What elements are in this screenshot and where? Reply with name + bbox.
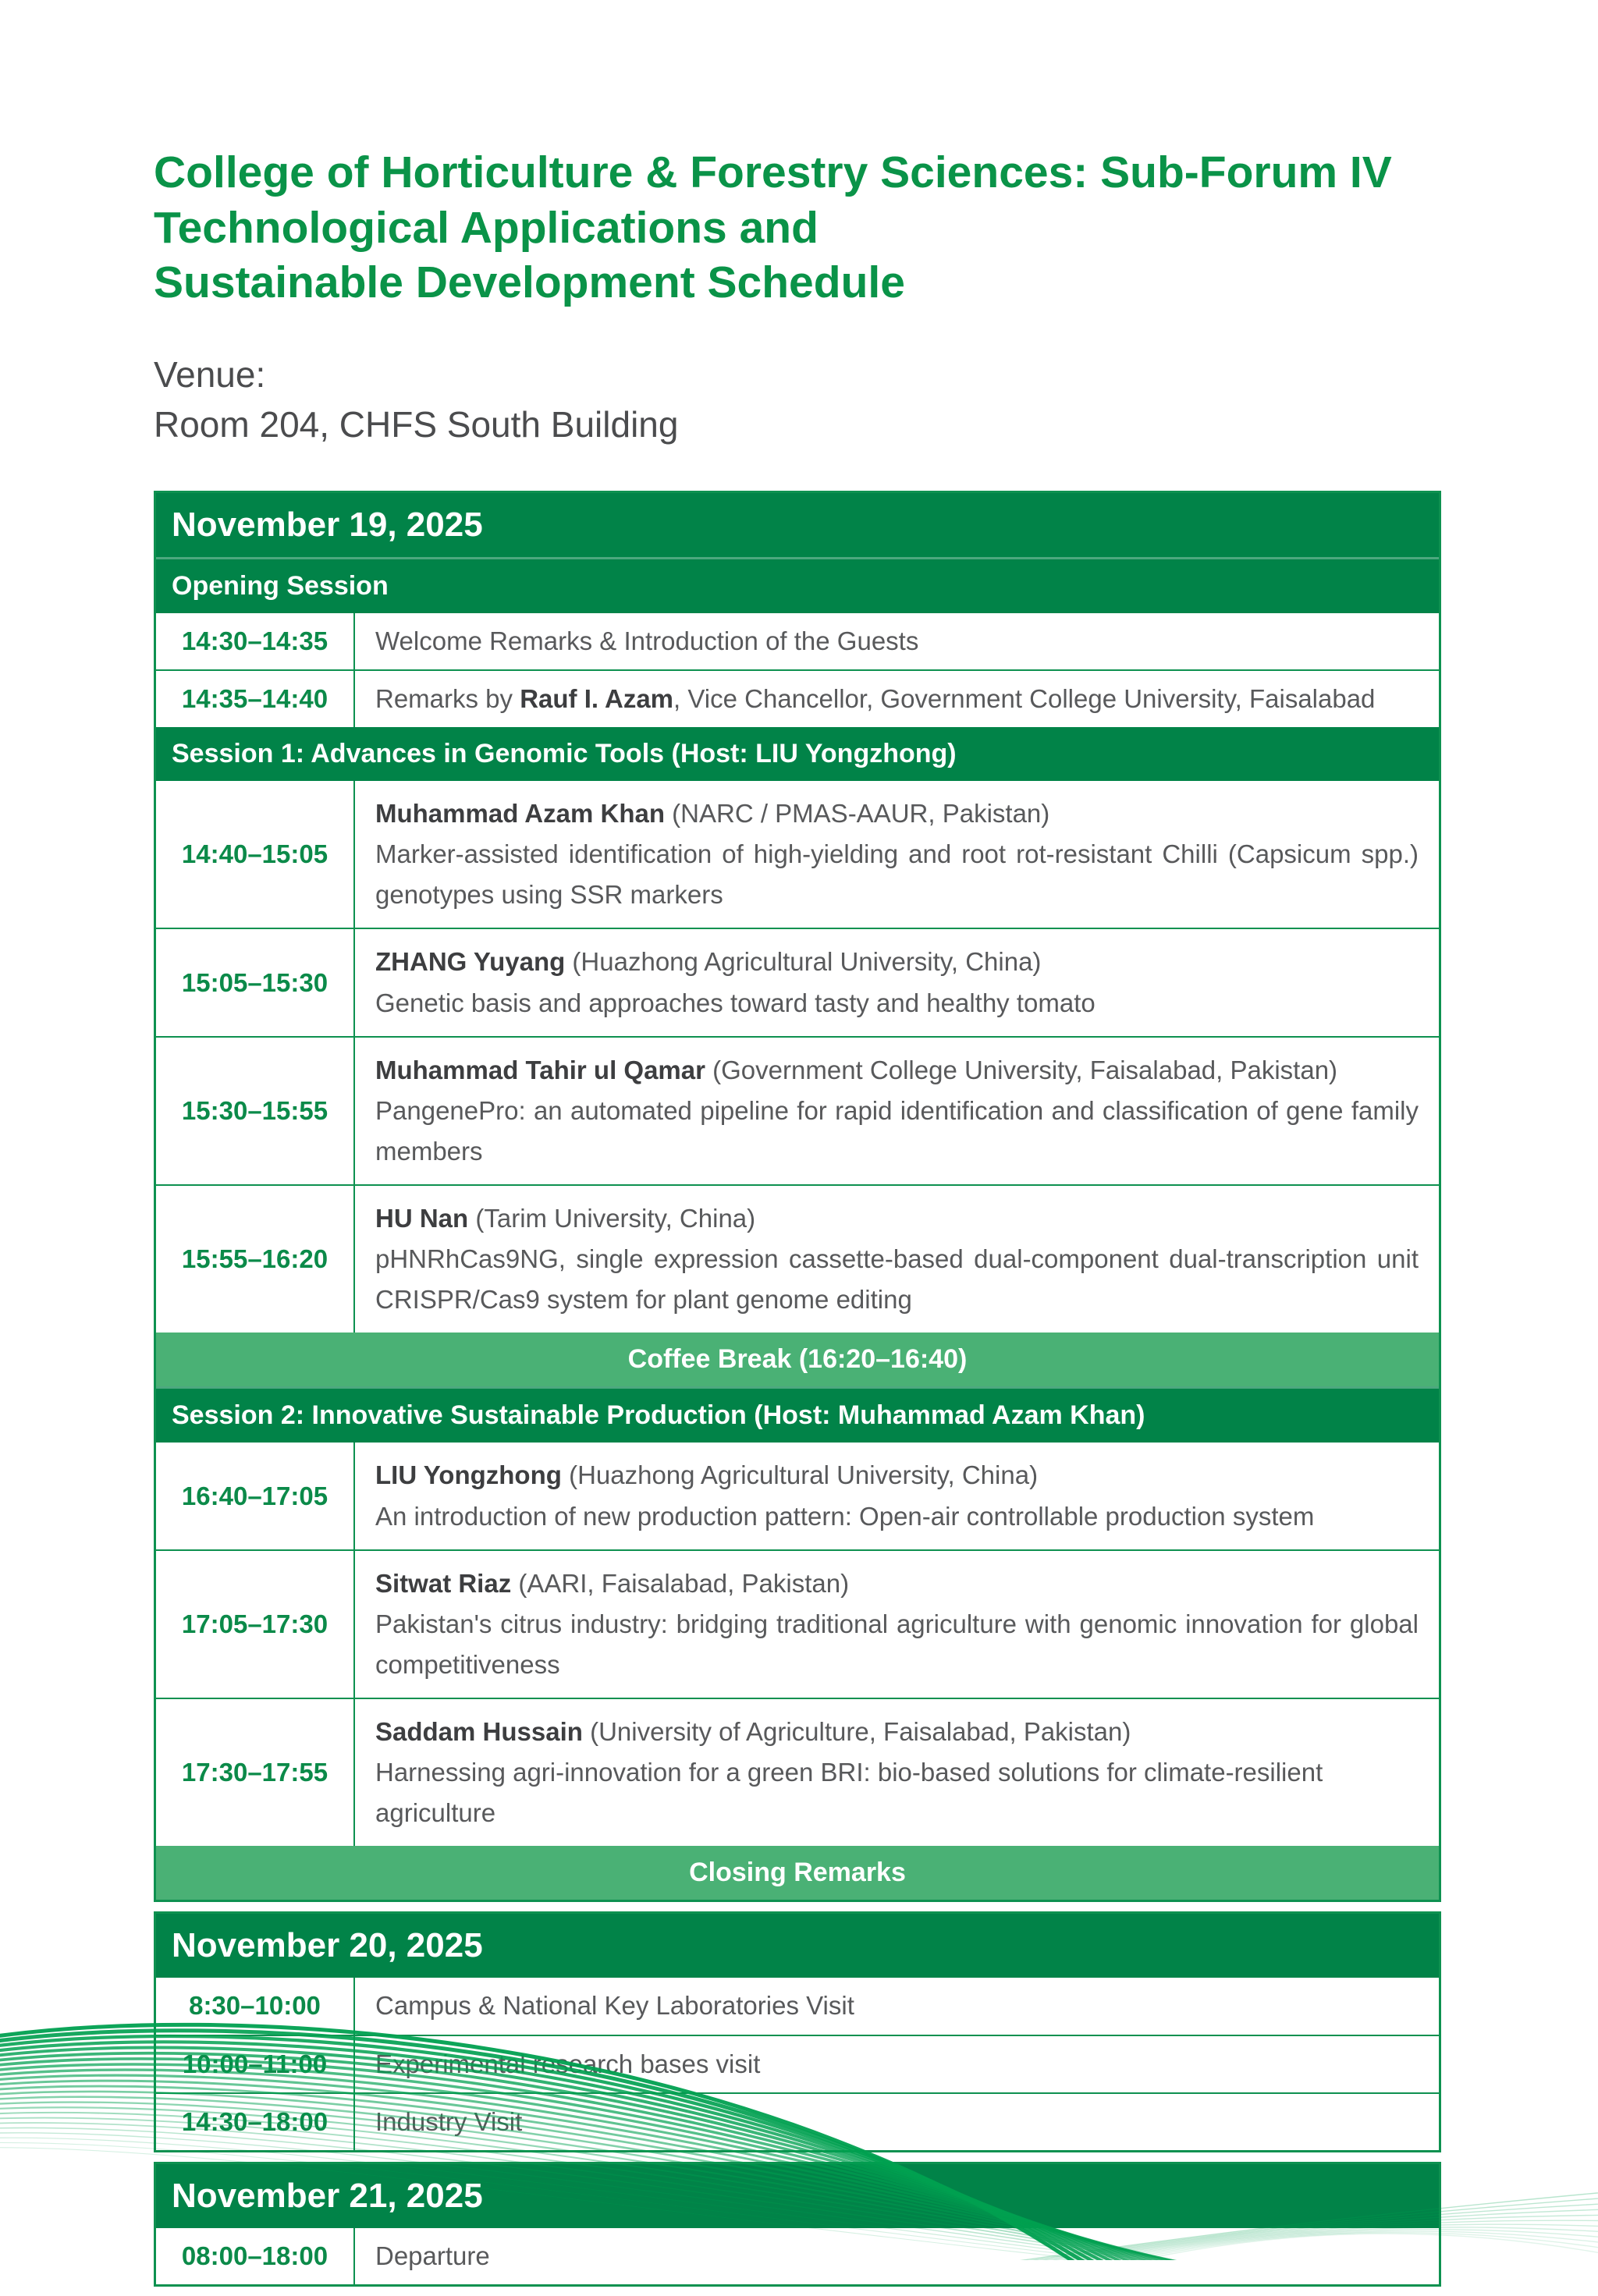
speaker-name: LIU Yongzhong: [375, 1460, 562, 1490]
time-cell: 15:30–15:55: [156, 1038, 355, 1184]
schedule-row: [156, 1549, 1439, 1698]
text-segment: Pakistan's citrus industry: bridging traditional agriculture with genomic innovation for global competitiveness: [375, 1609, 1419, 1679]
content-cell: [355, 1699, 1439, 1846]
text-segment: Experimental research bases visit: [375, 2049, 761, 2078]
page-title-line-2: Technological Applications and: [154, 202, 819, 253]
footer-wave-decoration: [0, 1979, 1598, 2260]
content-cell: [355, 1186, 1439, 1333]
talk-title-line: [375, 1091, 1419, 1172]
wave-line: [0, 2086, 1262, 2260]
text-segment: Genetic basis and approaches toward tasty and healthy tomato: [375, 988, 1096, 1017]
page-content: [154, 0, 1441, 2296]
content-cell: [355, 929, 1439, 1035]
speaker-name: HU Nan: [375, 1204, 469, 1233]
schedule-row: [156, 1184, 1439, 1333]
schedule-row: [156, 928, 1439, 1035]
text-segment: Departure: [375, 2241, 490, 2270]
speaker-name: Saddam Hussain: [375, 1717, 583, 1747]
content-line: [375, 1563, 1419, 1604]
text-segment: pHNRhCas9NG, single expression cassette-based dual-component dual-transcription unit CRISPR/Cas9 system for plant genome editing: [375, 1244, 1419, 1315]
content-cell: [355, 1443, 1439, 1549]
speaker-name: Sitwat Riaz: [375, 1568, 512, 1598]
text-segment: (Government College University, Faisalabad, Pakistan): [705, 1055, 1338, 1084]
speaker-name: Muhammad Azam Khan: [375, 799, 665, 829]
time-cell: 15:05–15:30: [156, 929, 355, 1035]
schedule-row: [156, 613, 1439, 669]
page-title: [154, 145, 1441, 311]
text-segment: (NARC / PMAS-AAUR, Pakistan): [665, 799, 1050, 829]
text-segment: (University of Agriculture, Faisalabad, Pakistan): [582, 1717, 1131, 1747]
talk-title-line: [375, 1752, 1419, 1833]
schedule-row: [156, 781, 1439, 928]
text-segment: Marker-assisted identification of high-yielding and root rot-resistant Chilli (Capsicum spp.) genotypes using SSR markers: [375, 839, 1419, 910]
content-line: [375, 621, 1419, 662]
text-segment: Industry Visit: [375, 2106, 523, 2136]
content-line: [375, 1198, 1419, 1239]
time-cell: 16:40–17:05: [156, 1443, 355, 1549]
content-cell: [355, 1038, 1439, 1184]
talk-title-line: [375, 1604, 1419, 1685]
content-line: [375, 1712, 1419, 1752]
time-cell: 10:00–11:00: [156, 2036, 355, 2092]
schedule-row: [156, 1036, 1439, 1184]
talk-title-line: [375, 834, 1419, 915]
content-cell: [355, 781, 1439, 928]
content-cell: [355, 613, 1439, 669]
text-segment: PangenePro: an automated pipeline for rapid identification and classification of gene family members: [375, 1095, 1419, 1166]
page-title-line-1: College of Horticulture & Forestry Sciences: Sub-Forum IV: [154, 147, 1392, 197]
time-cell: 14:35–14:40: [156, 671, 355, 727]
text-segment: Remarks by: [375, 683, 520, 713]
venue-block: [154, 350, 1441, 450]
wave-line: [0, 2103, 1301, 2260]
text-segment: , Vice Chancellor, Government College University, Faisalabad: [673, 683, 1376, 713]
content-cell: [355, 1551, 1439, 1698]
time-cell: 14:30–18:00: [156, 2094, 355, 2150]
time-cell: 17:30–17:55: [156, 1699, 355, 1846]
venue-label: Venue:: [154, 354, 266, 396]
talk-title-line: [375, 1496, 1419, 1537]
break-band: Closing Remarks: [156, 1846, 1439, 1900]
content-line: [375, 793, 1419, 834]
content-line: [375, 1050, 1419, 1091]
wave-line: [0, 2123, 1355, 2260]
date-band: November 21, 2025: [156, 2164, 1439, 2228]
speaker-name: ZHANG Yuyang: [375, 947, 566, 977]
venue-value: Room 204, CHFS South Building: [154, 404, 679, 445]
text-segment: An introduction of new production pattern: Open-air controllable production system: [375, 1501, 1315, 1531]
session-band: Opening Session: [156, 557, 1439, 613]
session-band: Session 1: Advances in Genomic Tools (Host: LIU Yongzhong): [156, 727, 1439, 781]
text-segment: (Huazhong Agricultural University, China): [565, 947, 1042, 977]
text-segment: Harnessing agri-innovation for a green BRI: bio-based solutions for climate-resilient agriculture: [375, 1758, 1323, 1828]
time-cell: 14:30–14:35: [156, 613, 355, 669]
date-band: November 19, 2025: [156, 493, 1439, 557]
time-cell: 8:30–10:00: [156, 1978, 355, 2034]
schedule-row: [156, 669, 1439, 727]
schedule-row: [156, 1698, 1439, 1846]
content-line: [375, 679, 1419, 719]
time-cell: 15:55–16:20: [156, 1186, 355, 1333]
page-title-line-3: Sustainable Development Schedule: [154, 257, 905, 308]
speaker-name: Muhammad Tahir ul Qamar: [375, 1055, 705, 1084]
break-band: Coffee Break (16:20–16:40): [156, 1333, 1439, 1386]
session-band: Session 2: Innovative Sustainable Production (Host: Muhammad Azam Khan): [156, 1386, 1439, 1443]
time-cell: 08:00–18:00: [156, 2228, 355, 2284]
schedule-row: [156, 1443, 1439, 1549]
talk-title-line: [375, 1239, 1419, 1320]
content-line: [375, 942, 1419, 982]
content-line: [375, 1455, 1419, 1496]
talk-title-line: [375, 983, 1419, 1024]
text-segment: (Huazhong Agricultural University, China): [561, 1460, 1039, 1490]
time-cell: 17:05–17:30: [156, 1551, 355, 1698]
content-cell: [355, 671, 1439, 727]
speaker-name: Rauf I. Azam: [520, 683, 674, 713]
time-cell: 14:40–15:05: [156, 781, 355, 928]
text-segment: Campus & National Key Laboratories Visit: [375, 1991, 854, 2021]
text-segment: (AARI, Faisalabad, Pakistan): [511, 1568, 850, 1598]
date-band: November 20, 2025: [156, 1914, 1439, 1978]
text-segment: Welcome Remarks & Introduction of the Guests: [375, 626, 919, 655]
day-table: [154, 491, 1441, 1903]
text-segment: (Tarim University, China): [468, 1204, 756, 1233]
